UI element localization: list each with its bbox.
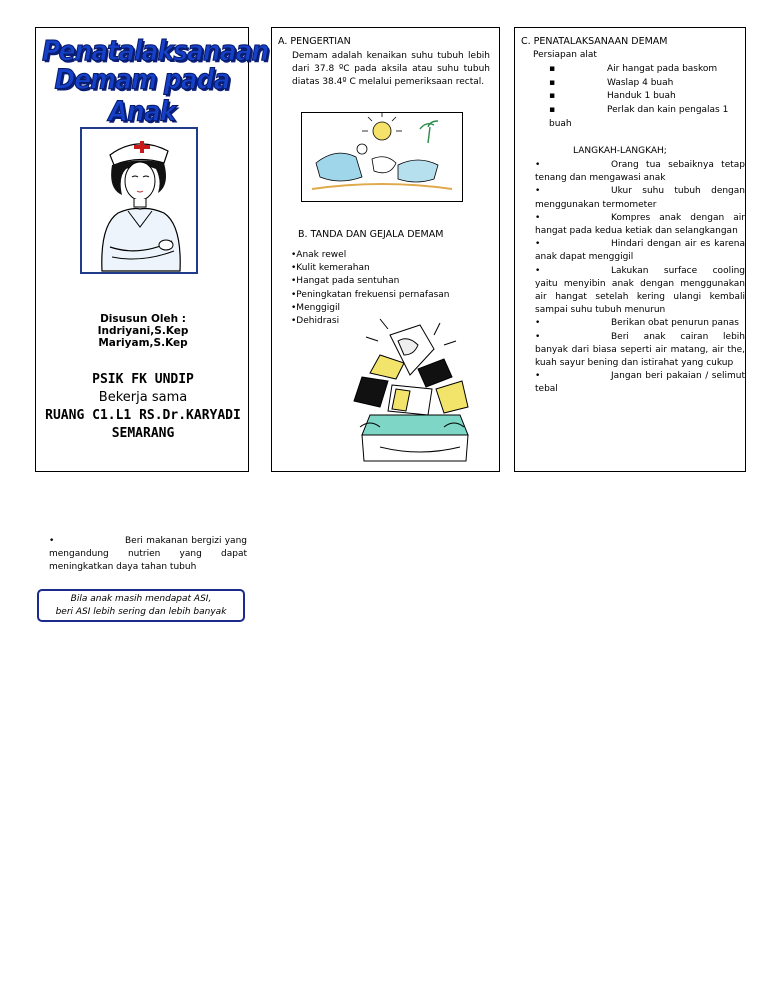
bullet-icon: • (535, 239, 541, 250)
definition-panel (271, 27, 500, 472)
asi-note-box (37, 589, 245, 622)
step-text: Berikan obat penurun panas (611, 318, 739, 329)
bullet-icon: ▪ (549, 64, 556, 74)
extra-step-item (49, 535, 247, 575)
bullet-icon: • (535, 265, 541, 276)
org-city: SEMARANG (111, 426, 175, 441)
step-item (535, 212, 745, 238)
symptom-item: •Kulit kemerahan (291, 263, 370, 274)
definition-text: Demam adalah kenaikan suhu tubuh lebih dari 37.8 ºC pada aksila atau suhu tubuh diatas 38.4º C melalui pemeriksaan rectal. (292, 51, 490, 88)
step-text: Kompres anak dengan air hangat pada kedua ketiak dan selangkangan (535, 212, 745, 237)
equipment-text: Perlak dan kain pengalas 1 (607, 105, 729, 116)
org-name: PSIK FK UNDIP (92, 372, 194, 387)
author-name: Indriyani,S.Kep (97, 325, 189, 337)
organization-block (36, 371, 250, 443)
step-text: Ukur suhu tubuh dengan menggunakan termometer (535, 186, 745, 210)
org-collab-label: Bekerja sama (98, 390, 188, 405)
step-item (535, 159, 745, 185)
author-block (36, 313, 250, 349)
bullet-icon: • (535, 212, 541, 223)
disusun-label: Disusun Oleh : (100, 313, 186, 325)
equipment-text: Air hangat pada baskom (607, 64, 718, 74)
equipment-text-continuation: buah (549, 118, 572, 129)
step-text: Lakukan surface cooling yaitu menyibin anak dengan menggunakan air hangat setelah kering ulangi kembali sampai suhu tubuh menurun (535, 265, 745, 316)
bullet-icon: • (535, 331, 541, 342)
equipment-item (535, 63, 740, 77)
step-text: Beri makanan bergizi yang mengandung nutrien yang dapat meningkatkan daya tahan tubuh (49, 536, 247, 573)
steps-heading: LANGKAH-LANGKAH; (573, 146, 667, 156)
asi-note-line: Bila anak masih mendapat ASI, (70, 594, 212, 604)
title-line-1: Penatalaksanaan (42, 34, 269, 67)
bullet-icon: • (535, 371, 541, 382)
section-heading-a: A. PENGERTIAN (278, 36, 351, 47)
bullet-icon: • (49, 536, 55, 546)
step-item (535, 265, 745, 318)
equipment-list (535, 63, 740, 131)
symptom-item: •Peningkatan frekuensi pernafasan (291, 289, 450, 300)
step-item (535, 317, 745, 330)
author-name: Mariyam,S.Kep (98, 337, 188, 349)
symptom-item: •Dehidrasi (291, 316, 340, 327)
step-item (535, 331, 745, 371)
step-text: Beri anak cairan lebih banyak dari biasa seperti air matang, air the, kuah sayur bening dan istirahat yang cukup (535, 331, 745, 369)
bullet-icon: • (535, 160, 541, 170)
symptom-item: •Hangat pada sentuhan (291, 276, 400, 287)
bullet-icon: ▪ (549, 91, 556, 102)
section-heading-c: C. PENATALAKSANAAN DEMAM (521, 36, 668, 47)
bullet-icon: ▪ (549, 105, 556, 116)
title-line-2: Demam pada Anak (54, 63, 230, 127)
equipment-text: Handuk 1 buah (607, 91, 676, 102)
equipment-text: Waslap 4 buah (607, 77, 674, 88)
step-text: Hindari dengan air es karena anak dapat menggigil (535, 239, 745, 263)
step-text: Jangan beri pakaian / selimut tebal (535, 371, 745, 395)
equipment-item (535, 77, 740, 91)
section-heading-b: B. TANDA DAN GEJALA DEMAM (298, 229, 444, 240)
step-item (535, 238, 745, 264)
asi-note-line: beri ASI lebih sering dan lebih banyak (55, 606, 227, 617)
preparation-label: Persiapan alat (533, 50, 597, 60)
equipment-item (535, 90, 740, 104)
jack-in-box-illustration (340, 315, 490, 465)
steps-list (535, 159, 745, 397)
sun-beach-illustration (301, 112, 463, 202)
nurse-illustration (80, 127, 198, 274)
symptom-item: •Menggigil (291, 302, 340, 313)
step-text: Orang tua sebaiknya tetap tenang dan mengawasi anak (535, 160, 745, 184)
management-panel (514, 27, 746, 472)
symptom-item: •Anak rewel (291, 250, 347, 260)
cover-panel (35, 27, 269, 472)
org-hospital: RUANG C1.L1 RS.Dr.KARYADI (45, 408, 241, 423)
equipment-item (535, 104, 740, 118)
bullet-icon: ▪ (549, 77, 556, 88)
step-item (535, 370, 745, 396)
bullet-icon: • (535, 186, 541, 197)
step-item (535, 185, 745, 211)
bullet-icon: • (535, 318, 541, 329)
